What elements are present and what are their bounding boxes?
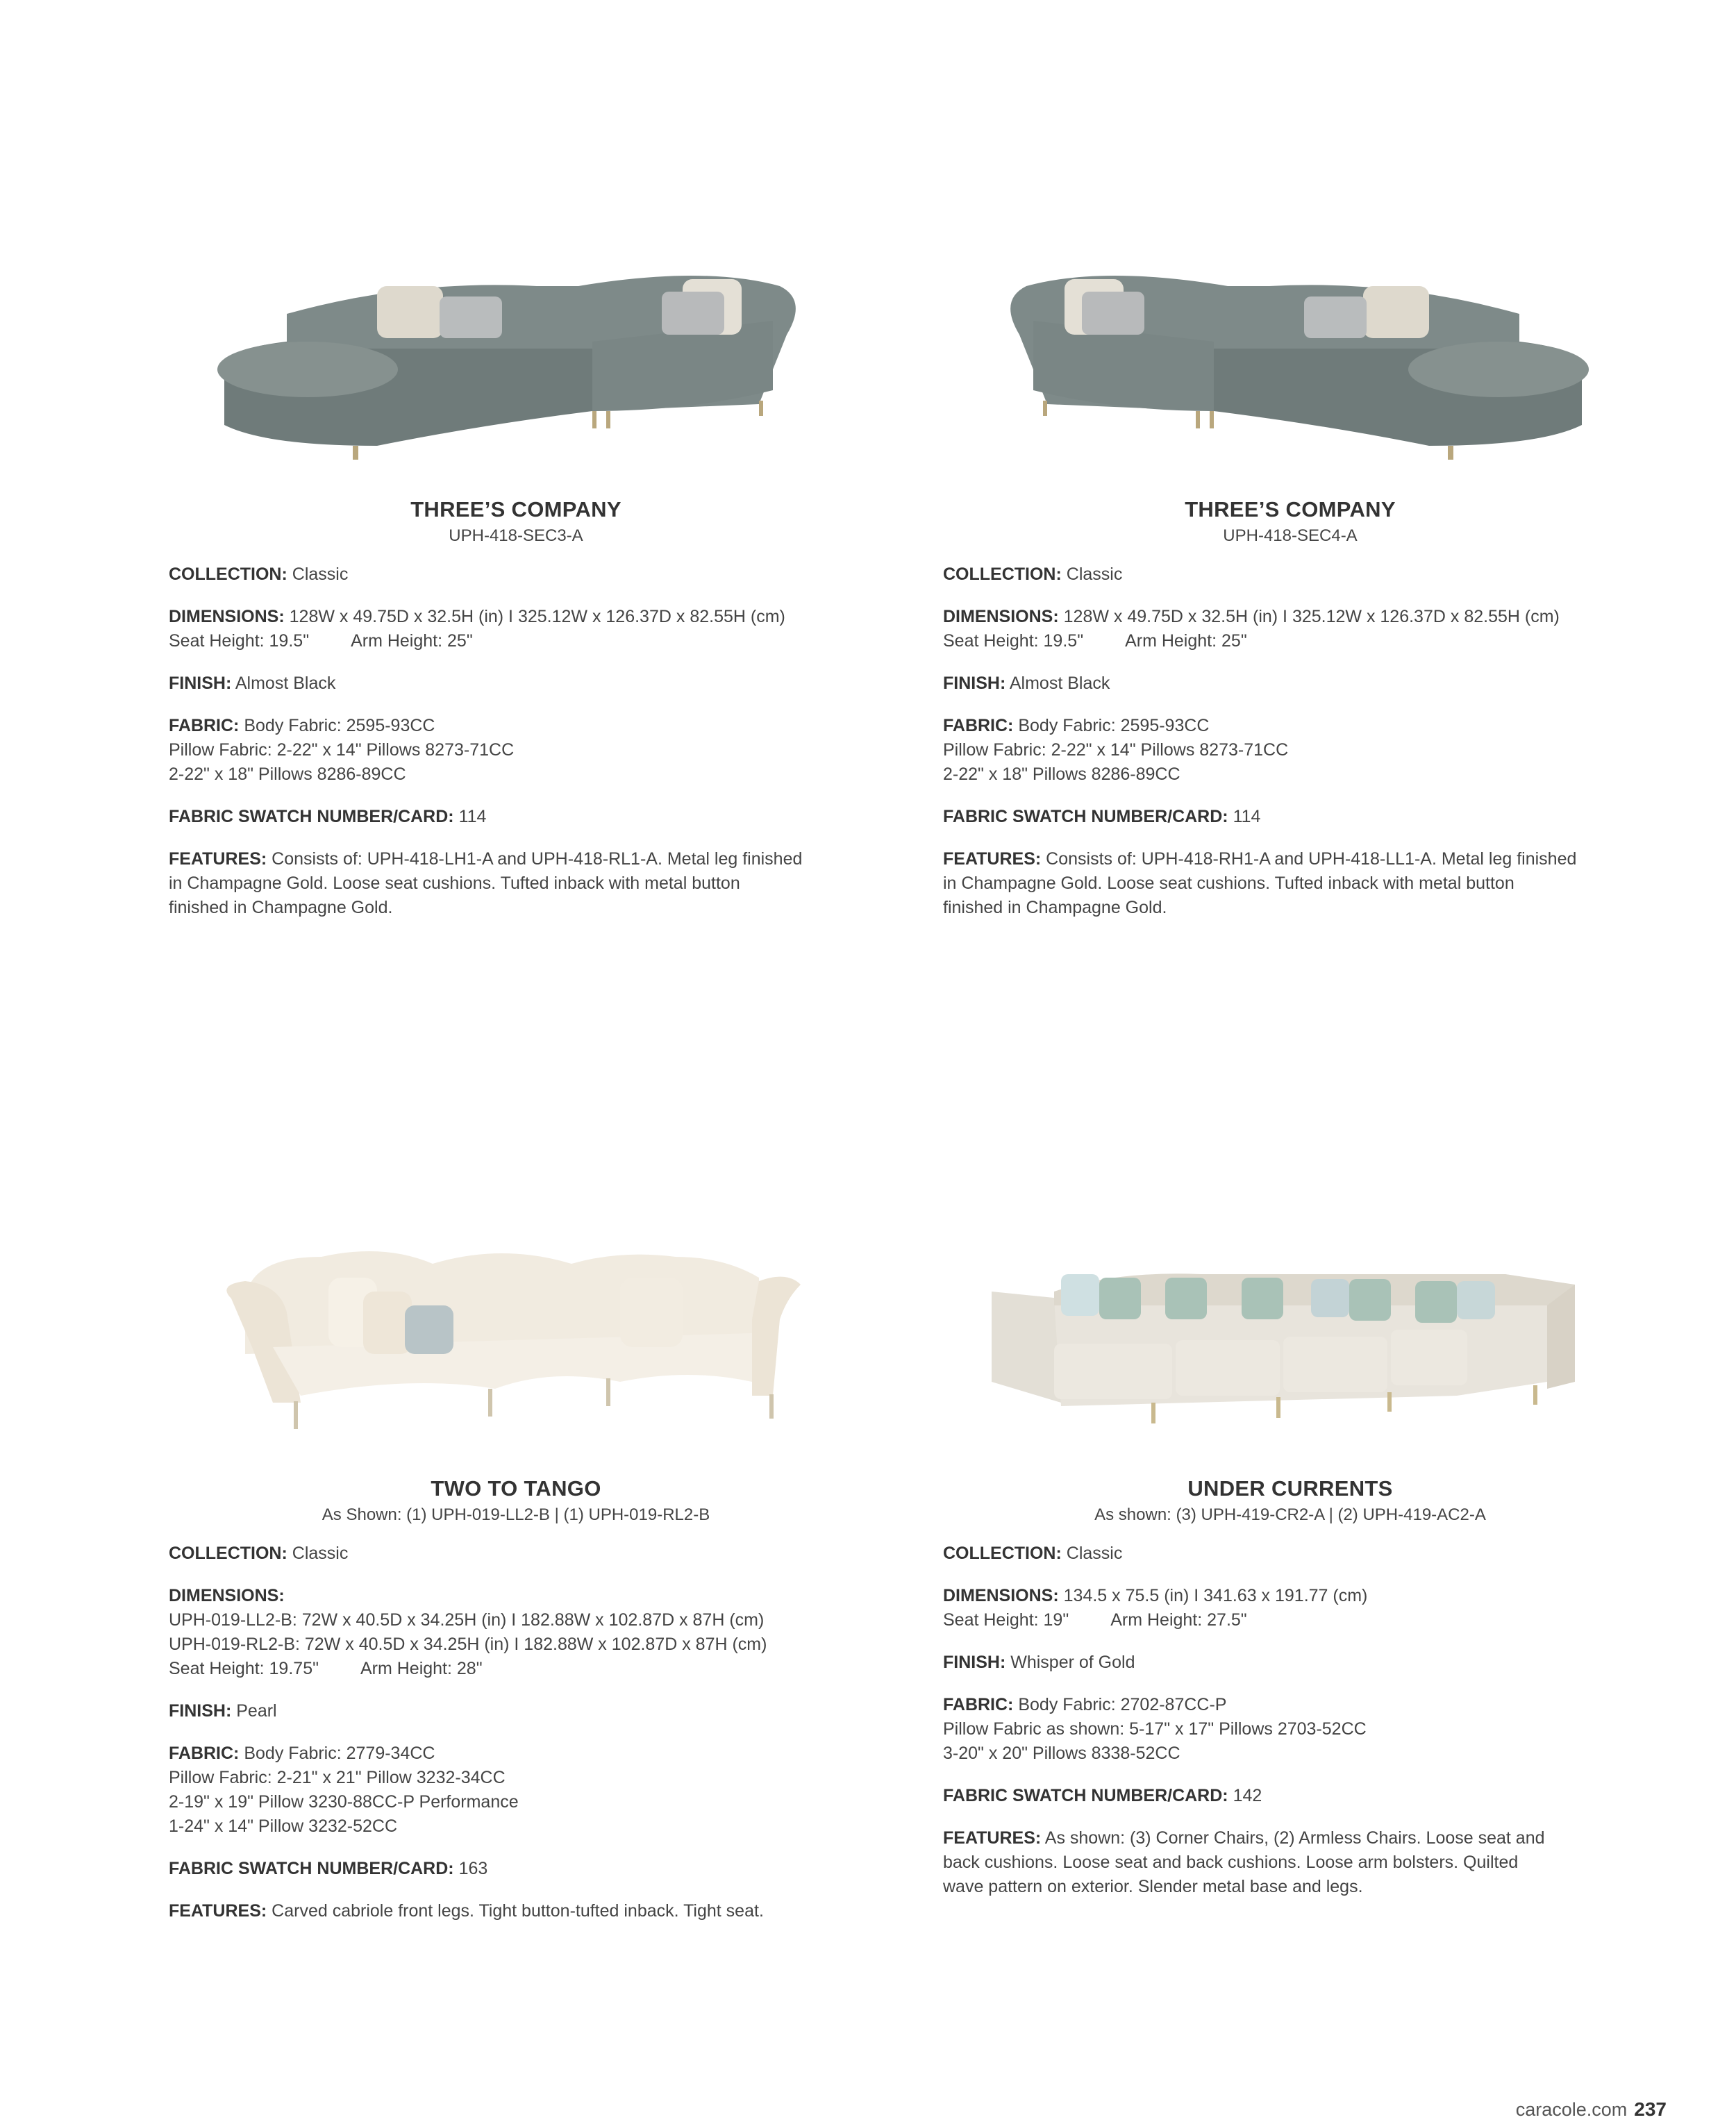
dimensions-value: 134.5 x 75.5 (in) I 341.63 x 191.77 (cm): [1063, 1586, 1368, 1605]
dimensions-spec: [943, 1584, 1637, 1632]
fabric-label: FABRIC:: [943, 1695, 1014, 1714]
features-line: wave pattern on exterior. Slender metal base and legs.: [943, 1877, 1363, 1896]
collection-spec: [169, 562, 863, 587]
beige-l-sectional-icon: [978, 1215, 1603, 1437]
fabric-spec: [169, 1741, 863, 1839]
features-spec: [169, 1899, 863, 1923]
collection-value: Classic: [1066, 565, 1123, 584]
fabric-line: Pillow Fabric: 2-22" x 14" Pillows 8273-71CC: [943, 740, 1289, 760]
swatch-value: 114: [1233, 807, 1261, 826]
features-spec: [943, 1826, 1637, 1899]
fabric-line: 1-24" x 14" Pillow 3232-52CC: [169, 1816, 398, 1836]
collection-value: Classic: [292, 565, 349, 584]
swatch-spec: [943, 1784, 1637, 1808]
product-title: TWO TO TANGO: [431, 1476, 601, 1501]
product-image: [943, 1201, 1637, 1451]
arm-height: Arm Height: 25": [1125, 631, 1247, 651]
swatch-label: FABRIC SWATCH NUMBER/CARD:: [169, 1859, 454, 1878]
features-line: finished in Champagne Gold.: [943, 898, 1167, 917]
swatch-value: 163: [458, 1859, 488, 1878]
dimensions-spec: [169, 1584, 863, 1681]
ivory-sofa-icon: [203, 1215, 828, 1437]
features-line: Carved cabriole front legs. Tight button-tufted inback. Tight seat.: [272, 1901, 764, 1921]
features-label: FEATURES:: [943, 1828, 1042, 1848]
finish-spec: [169, 671, 863, 696]
dimensions-line: UPH-019-RL2-B: 72W x 40.5D x 34.25H (in) I 182.88W x 102.87D x 87H (cm): [169, 1635, 767, 1654]
product-sku: UPH-418-SEC4-A: [1223, 526, 1358, 545]
features-line: in Champagne Gold. Loose seat cushions. Tufted inback with metal button: [169, 874, 740, 893]
swatch-spec: [169, 805, 863, 829]
collection-label: COLLECTION:: [943, 565, 1062, 584]
features-spec: [943, 847, 1637, 920]
product-title: THREE’S COMPANY: [410, 497, 621, 521]
finish-spec: [169, 1699, 863, 1723]
dimensions-spec: [169, 605, 863, 653]
finish-spec: [943, 671, 1637, 696]
product-card-threes-company-sec3: [169, 224, 863, 920]
fabric-label: FABRIC:: [169, 716, 240, 735]
features-line: As shown: (3) Corner Chairs, (2) Armless Chairs. Loose seat and: [1044, 1828, 1545, 1848]
features-spec: [169, 847, 863, 920]
product-image: [169, 1201, 863, 1451]
page-number: 237: [1634, 2098, 1667, 2120]
collection-label: COLLECTION:: [169, 565, 287, 584]
product-card-two-to-tango: [169, 1201, 863, 1923]
seat-height: Seat Height: 19.5": [169, 631, 310, 651]
gray-sectional-sofa-icon: [978, 237, 1603, 460]
fabric-line: Body Fabric: 2595-93CC: [244, 716, 435, 735]
features-line: finished in Champagne Gold.: [169, 898, 393, 917]
collection-value: Classic: [292, 1544, 349, 1563]
features-label: FEATURES:: [943, 849, 1042, 869]
features-label: FEATURES:: [169, 849, 267, 869]
fabric-line: Body Fabric: 2702-87CC-P: [1018, 1695, 1227, 1714]
product-card-under-currents: [943, 1201, 1637, 1899]
fabric-spec: [943, 714, 1637, 787]
dimensions-label: DIMENSIONS:: [169, 1586, 285, 1605]
collection-spec: [169, 1542, 863, 1566]
product-title: UNDER CURRENTS: [1187, 1476, 1393, 1501]
finish-value: Almost Black: [235, 674, 336, 693]
collection-label: COLLECTION:: [169, 1544, 287, 1563]
product-image: [169, 224, 863, 474]
seat-height: Seat Height: 19.75": [169, 1659, 319, 1678]
product-sku: As Shown: (1) UPH-019-LL2-B | (1) UPH-019-RL2-B: [322, 1505, 710, 1524]
fabric-spec: [169, 714, 863, 787]
collection-spec: [943, 562, 1637, 587]
product-sku: As shown: (3) UPH-419-CR2-A | (2) UPH-419-AC2-A: [1094, 1505, 1486, 1524]
fabric-line: 3-20" x 20" Pillows 8338-52CC: [943, 1744, 1180, 1763]
dimensions-label: DIMENSIONS:: [169, 607, 285, 626]
fabric-line: 2-19" x 19" Pillow 3230-88CC-P Performance: [169, 1792, 519, 1812]
dimensions-label: DIMENSIONS:: [943, 1586, 1059, 1605]
collection-value: Classic: [1066, 1544, 1123, 1563]
features-line: Consists of: UPH-418-RH1-A and UPH-418-LL1-A. Metal leg finished: [1046, 849, 1577, 869]
finish-label: FINISH:: [943, 1653, 1006, 1672]
fabric-label: FABRIC:: [169, 1744, 240, 1763]
swatch-value: 114: [458, 807, 487, 826]
collection-spec: [943, 1542, 1637, 1566]
finish-label: FINISH:: [169, 674, 232, 693]
dimensions-value: 128W x 49.75D x 32.5H (in) I 325.12W x 126.37D x 82.55H (cm): [1063, 607, 1560, 626]
fabric-spec: [943, 1693, 1637, 1766]
swatch-spec: [943, 805, 1637, 829]
features-line: in Champagne Gold. Loose seat cushions. Tufted inback with metal button: [943, 874, 1514, 893]
finish-value: Pearl: [236, 1701, 277, 1721]
finish-label: FINISH:: [169, 1701, 232, 1721]
product-sku: UPH-418-SEC3-A: [449, 526, 583, 545]
arm-height: Arm Height: 25": [351, 631, 473, 651]
swatch-label: FABRIC SWATCH NUMBER/CARD:: [943, 807, 1228, 826]
product-title: THREE’S COMPANY: [1185, 497, 1396, 521]
swatch-label: FABRIC SWATCH NUMBER/CARD:: [169, 807, 454, 826]
swatch-label: FABRIC SWATCH NUMBER/CARD:: [943, 1786, 1228, 1805]
arm-height: Arm Height: 27.5": [1110, 1610, 1247, 1630]
finish-spec: [943, 1651, 1637, 1675]
fabric-line: Pillow Fabric: 2-22" x 14" Pillows 8273-71CC: [169, 740, 515, 760]
collection-label: COLLECTION:: [943, 1544, 1062, 1563]
fabric-line: Pillow Fabric as shown: 5-17" x 17" Pillows 2703-52CC: [943, 1719, 1367, 1739]
seat-height: Seat Height: 19.5": [943, 631, 1084, 651]
fabric-line: 2-22" x 18" Pillows 8286-89CC: [943, 765, 1180, 784]
swatch-value: 142: [1233, 1786, 1262, 1805]
fabric-label: FABRIC:: [943, 716, 1014, 735]
dimensions-line: UPH-019-LL2-B: 72W x 40.5D x 34.25H (in) I 182.88W x 102.87D x 87H (cm): [169, 1610, 765, 1630]
gray-sectional-sofa-icon: [203, 237, 828, 460]
dimensions-label: DIMENSIONS:: [943, 607, 1059, 626]
fabric-line: Pillow Fabric: 2-21" x 21" Pillow 3232-34CC: [169, 1768, 506, 1787]
fabric-line: Body Fabric: 2779-34CC: [244, 1744, 435, 1763]
dimensions-value: 128W x 49.75D x 32.5H (in) I 325.12W x 126.37D x 82.55H (cm): [289, 607, 785, 626]
finish-label: FINISH:: [943, 674, 1006, 693]
features-line: back cushions. Loose seat and back cushions. Loose arm bolsters. Quilted: [943, 1853, 1519, 1872]
features-line: Consists of: UPH-418-LH1-A and UPH-418-RL1-A. Metal leg finished: [272, 849, 803, 869]
finish-value: Whisper of Gold: [1010, 1653, 1135, 1672]
arm-height: Arm Height: 28": [360, 1659, 483, 1678]
product-card-threes-company-sec4: [943, 224, 1637, 920]
fabric-line: 2-22" x 18" Pillows 8286-89CC: [169, 765, 406, 784]
fabric-line: Body Fabric: 2595-93CC: [1018, 716, 1210, 735]
dimensions-spec: [943, 605, 1637, 653]
seat-height: Seat Height: 19": [943, 1610, 1069, 1630]
features-label: FEATURES:: [169, 1901, 267, 1921]
website-link[interactable]: caracole.com: [1515, 2099, 1628, 2120]
page-footer: [1516, 2098, 1667, 2121]
finish-value: Almost Black: [1009, 674, 1110, 693]
swatch-spec: [169, 1857, 863, 1881]
product-image: [943, 224, 1637, 474]
